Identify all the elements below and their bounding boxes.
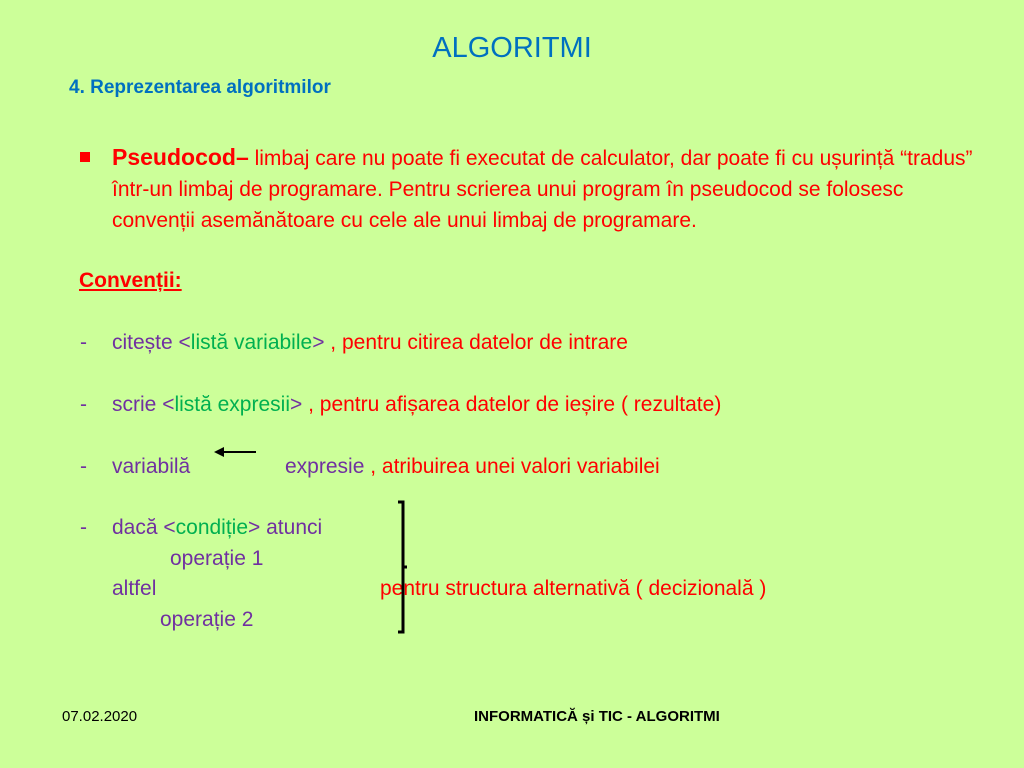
- assign-expression: expresie: [285, 455, 365, 478]
- dash-marker: -: [80, 393, 87, 416]
- assign-variable: variabilă: [112, 455, 191, 478]
- angle-open: <: [162, 393, 175, 416]
- write-description: , pentru afișarea datelor de ieșire ( rezultate): [302, 393, 722, 416]
- write-expression-list: listă expresii: [174, 393, 290, 416]
- assign-description: , atribuirea unei valori variabilei: [364, 455, 660, 478]
- else-operation-2: operație 2: [160, 608, 254, 631]
- read-description: , pentru citirea datelor de intrare: [324, 331, 628, 354]
- read-variable-list: listă variabile: [190, 331, 313, 354]
- angle-open: <: [163, 516, 176, 539]
- conventions-heading: Convenții:: [79, 269, 182, 292]
- if-then: atunci: [260, 516, 323, 539]
- slide-subtitle: 4. Reprezentarea algoritmilor: [69, 77, 331, 98]
- dash-marker: -: [80, 516, 87, 539]
- write-command: scrie: [112, 393, 163, 416]
- else-keyword: altfel: [112, 577, 157, 600]
- pseudocode-text: limbaj care nu poate fi executat de calculator, dar poate fi cu ușurință “tradus” într-un limbaj de programare. Pentru scrierea unui program în pseudocod se folosesc convenții asemănătoare cu cele ale unui limbaj de programare.: [112, 147, 973, 232]
- dash-marker: -: [80, 331, 87, 354]
- if-command: dacă: [112, 516, 164, 539]
- read-command: citește: [112, 331, 179, 354]
- if-condition: condiție: [175, 516, 249, 539]
- slide-title: ALGORITMI: [432, 32, 592, 64]
- pseudocode-keyword: Pseudocod–: [112, 144, 249, 170]
- assignment-arrow-icon: [214, 447, 256, 457]
- if-operation-1: operație 1: [170, 547, 264, 570]
- dash-marker: -: [80, 455, 87, 478]
- angle-close: >: [290, 393, 303, 416]
- footer-title: INFORMATICĂ și TIC - ALGORITMI: [474, 708, 720, 725]
- brace-icon: [398, 502, 407, 632]
- ifelse-description: pentru structura alternativă ( decizională ): [380, 577, 767, 600]
- footer-date: 07.02.2020: [62, 708, 138, 725]
- angle-open: <: [178, 331, 191, 354]
- angle-close: >: [248, 516, 261, 539]
- angle-close: >: [312, 331, 325, 354]
